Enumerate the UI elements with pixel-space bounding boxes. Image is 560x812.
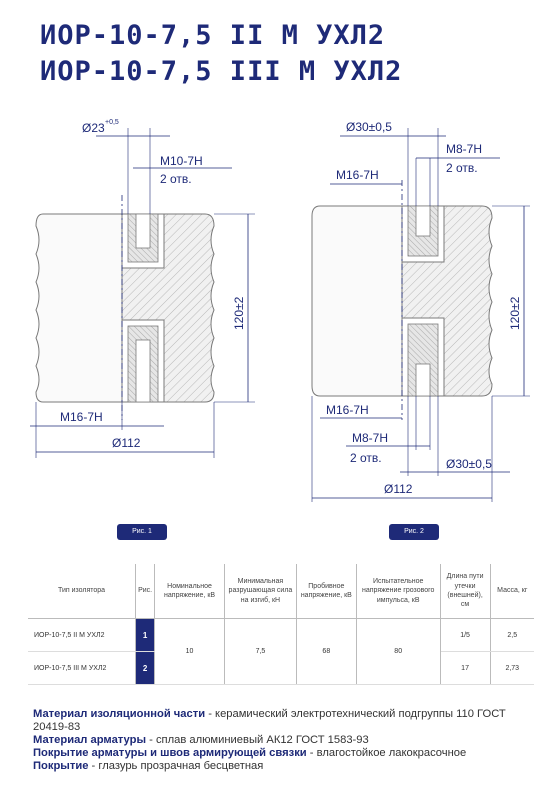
material-notes: [33, 708, 533, 773]
fig2-diameter-body: Ø112: [384, 482, 413, 496]
fig1-drawing: [30, 119, 255, 458]
fig2-drawing: [312, 120, 530, 502]
fig2-thread-top-large: M16-7H: [336, 168, 379, 182]
header-type: Тип изолятора: [28, 564, 136, 619]
fig2-diameter-bottom: Ø30±0,5: [446, 457, 492, 471]
cell-impulse: 80: [356, 619, 440, 685]
fig1-label: Рис. 1: [117, 524, 167, 540]
note-fitting: Материал арматуры - сплав алюминиевый АК12 ГОСТ 1583-93: [33, 734, 369, 746]
table-row: [28, 619, 534, 652]
cell-force: 7,5: [225, 619, 297, 685]
note-fitting-coating: Покрытие арматуры и швов армирующей связки - влагостойкое лакокрасочное: [33, 747, 467, 759]
header-breakdown: Пробивное напряжение, кВ: [296, 564, 356, 619]
cell-creepage: 1/5: [440, 619, 490, 652]
cell-creepage: 17: [440, 652, 490, 685]
header-force: Минимальная разрушающая сила на изгиб, кН: [225, 564, 297, 619]
cell-type: ИОР-10-7,5 II М УХЛ2: [28, 619, 136, 652]
fig1-thread-top: M10-7H: [160, 154, 203, 168]
fig2-thread-bottom-small-count: 2 отв.: [350, 451, 382, 465]
fig2-thread-top-small: M8-7H: [446, 142, 483, 156]
header-creepage: Длина пути утечки (внешней), см: [440, 564, 490, 619]
technical-drawings: [0, 110, 560, 520]
fig1-diameter-body: Ø112: [112, 436, 141, 450]
table-header-row: [28, 564, 534, 619]
fig1-thread-top-count: 2 отв.: [160, 172, 192, 186]
fig2-thread-bottom-small: M8-7H: [352, 431, 389, 445]
fig1-diameter-top: Ø23: [82, 121, 105, 135]
cell-fig: 2: [136, 652, 155, 685]
cell-breakdown: 68: [296, 619, 356, 685]
fig2-label: Рис. 2: [389, 524, 439, 540]
header-voltage: Номинальное напряжение, кВ: [155, 564, 225, 619]
cell-mass: 2,73: [490, 652, 534, 685]
fig2-diameter-top: Ø30±0,5: [346, 120, 392, 134]
cell-fig: 1: [136, 619, 155, 652]
cell-voltage: 10: [155, 619, 225, 685]
header-mass: Масса, кг: [490, 564, 534, 619]
title-line-2: ИОР-10-7,5 III М УХЛ2: [40, 56, 403, 87]
note-insulation: Материал изоляционной части - керамический электротехнический подгруппы 110 ГОСТ 20419-83: [33, 708, 506, 733]
fig1-height: 120±2: [232, 296, 246, 330]
fig2-thread-top-small-count: 2 отв.: [446, 161, 478, 175]
fig1-thread-bottom: M16-7H: [60, 410, 103, 424]
note-coating: Покрытие - глазурь прозрачная бесцветная: [33, 760, 264, 772]
fig1-diameter-top-tol: +0,5: [105, 119, 119, 126]
cell-mass: 2,5: [490, 619, 534, 652]
header-impulse: Испытательное напряжение грозового импульса, кВ: [356, 564, 440, 619]
header-fig: Рис.: [136, 564, 155, 619]
fig2-thread-bottom-large: M16-7H: [326, 403, 369, 417]
fig2-height: 120±2: [508, 296, 522, 330]
spec-table: [28, 564, 534, 685]
title-line-1: ИОР-10-7,5 II М УХЛ2: [40, 20, 386, 51]
cell-type: ИОР-10-7,5 III М УХЛ2: [28, 652, 136, 685]
